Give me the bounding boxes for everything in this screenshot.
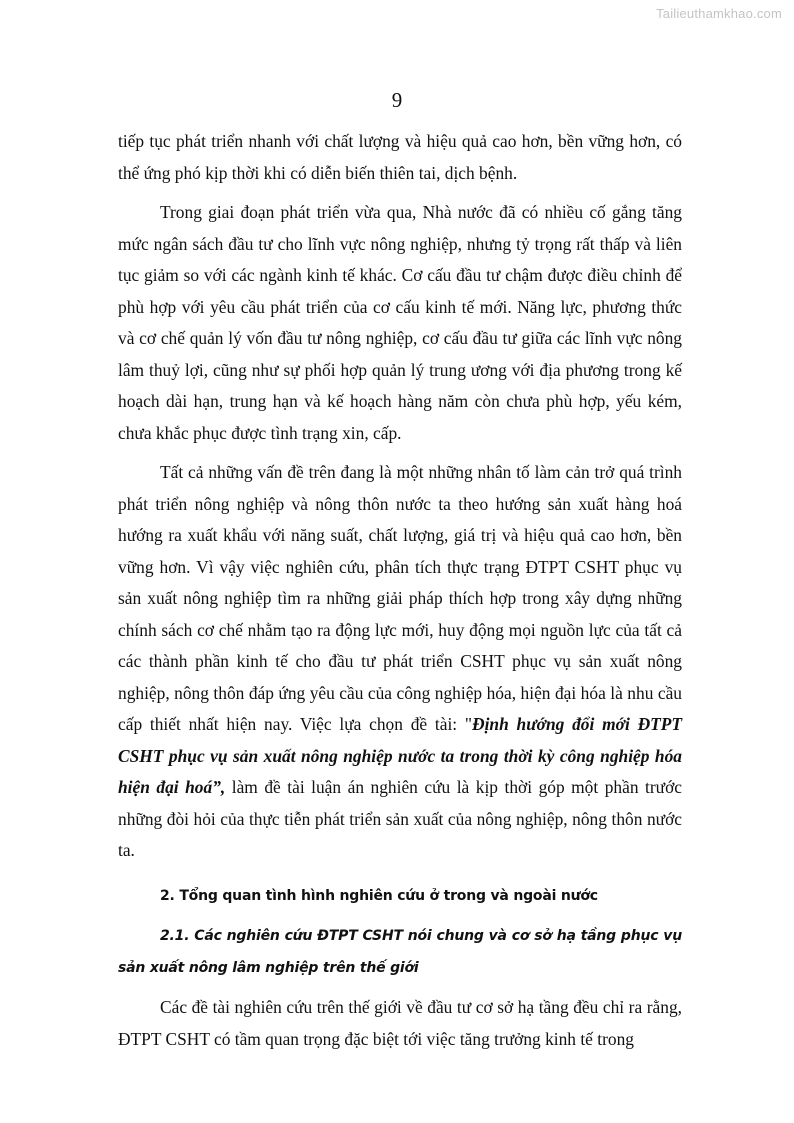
- paragraph-continued: tiếp tục phát triển nhanh với chất lượng và hiệu quả cao hơn, bền vững hơn, có thể ứng phó kịp thời khi có diễn biến thiên tai, dịch bệnh.: [118, 131, 682, 183]
- paragraph-rationale-end: làm đề tài luận án nghiên cứu là kịp thời góp một phần trước những đòi hỏi của thực tiễn phát triển sản xuất của nông nghiệp, nông thôn nước ta.: [118, 777, 682, 860]
- section-heading-2: 2. Tổng quan tình hình nghiên cứu ở trong và ngoài nước: [160, 887, 598, 904]
- paragraph-world-research: Các đề tài nghiên cứu trên thế giới về đầu tư cơ sở hạ tầng đều chỉ ra rằng, ĐTPT CSHT có tầm quan trọng đặc biệt tới việc tăng trưởng kinh tế trong: [118, 997, 682, 1049]
- watermark: Tailieuthamkhao.com: [656, 6, 782, 21]
- paragraph-investment: Trong giai đoạn phát triển vừa qua, Nhà nước đã có nhiều cố gắng tăng mức ngân sách đầu tư cho lĩnh vực nông nghiệp, nhưng tỷ trọng rất thấp và liên tục giảm so với các ngành kinh tế khác. Cơ cấu đầu tư chậm được điều chỉnh để phù hợp với yêu cầu phát triển của cơ cấu kinh tế mới. Năng lực, phương thức và cơ chế quản lý vốn đầu tư nông nghiệp, cơ cấu đầu tư giữa các lĩnh vực nông lâm thuỷ lợi, cũng như sự phối hợp quản lý trung ương với địa phương trong kế hoạch dài hạn, trung hạn và kế hoạch hàng năm còn chưa phù hợp, yếu kém, chưa khắc phục được tình trạng xin, cấp.: [118, 202, 682, 443]
- page-number: 9: [391, 88, 403, 112]
- paragraph-rationale: [118, 457, 682, 867]
- thesis-title: Định hướng đổi mới ĐTPT CSHT phục vụ sản xuất nông nghiệp nước ta trong thời kỳ công nghiệp hóa hiện đại hoá”,: [118, 714, 682, 797]
- section-heading-2-1: 2.1. Các nghiên cứu ĐTPT CSHT nói chung và cơ sở hạ tầng phục vụ sản xuất nông lâm nghiệp trên thế giới: [118, 928, 682, 976]
- paragraph-rationale-text: Tất cả những vấn đề trên đang là một những nhân tố làm cản trở quá trình phát triển nông nghiệp và nông thôn nước ta theo hướng sản xuất hàng hoá hướng ra xuất khẩu với năng suất, chất lượng, giá trị và hiệu quả cao hơn, bền vững hơn. Vì vậy việc nghiên cứu, phân tích thực trạng ĐTPT CSHT phục vụ sản xuất nông nghiệp tìm ra những giải pháp thích hợp trong xây dựng những chính sách cơ chế nhằm tạo ra động lực mới, huy động mọi nguồn lực của tất cả các thành phần kinh tế cho đầu tư phát triển CSHT phục vụ sản xuất nông nghiệp, nông thôn đáp ứng yêu cầu của công nghiệp hóa, hiện đại hóa là nhu cầu cấp thiết nhất hiện nay. Việc lựa chọn đề tài: ": [118, 462, 682, 734]
- document-body: [118, 126, 682, 1055]
